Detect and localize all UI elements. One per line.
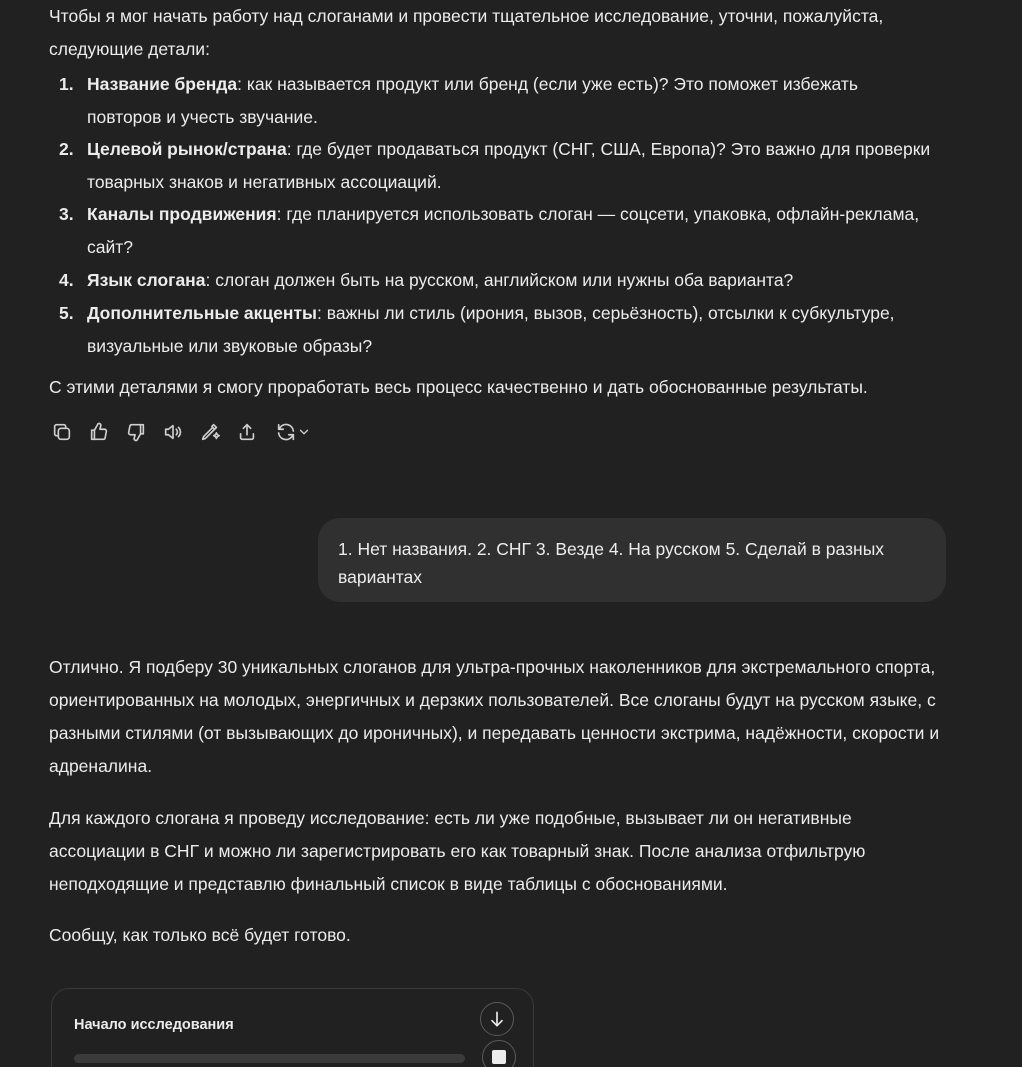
user-message-text: 1. Нет названия. 2. СНГ 3. Везде 4. На русском 5. Сделай в разных вариантах [338, 539, 885, 587]
regenerate-button[interactable] [271, 419, 315, 445]
research-progress-card[interactable] [51, 988, 534, 1067]
question-title: Язык слогана [87, 270, 206, 290]
question-text: : важны ли стиль (ирония, вызов, серьёзность), отсылки к субкультуре, визуальные или звуковые образы? [87, 303, 895, 356]
question-item-3 [59, 198, 937, 264]
list-number: 3. [59, 204, 74, 224]
edit-in-canvas-button[interactable] [197, 419, 223, 445]
question-text: : где планируется использовать слоган — соцсети, упаковка, офлайн-реклама, сайт? [87, 204, 920, 257]
chevron-down-icon [297, 425, 311, 439]
share-button[interactable] [234, 419, 260, 445]
assistant-reply-paragraph: Сообщу, как только всё будет готово. [49, 925, 351, 945]
question-text: : как называется продукт или бренд (если уже есть)? Это поможет избежать повторов и учесть звучание. [87, 74, 859, 127]
list-number: 5. [59, 303, 74, 323]
list-number: 2. [59, 139, 74, 159]
question-title: Дополнительные акценты [87, 303, 317, 323]
thumbs-down-icon [125, 421, 147, 443]
question-title: Целевой рынок/страна [87, 139, 287, 159]
read-aloud-icon [162, 421, 184, 443]
regenerate-icon [275, 421, 297, 443]
research-progress-bar [74, 1054, 465, 1063]
assistant-reply-paragraph: Отлично. Я подберу 30 уникальных слоганов для ультра-прочных наколенников для экстремального спорта, ориентированных на молодых, энергичных и дерзких пользователей. Все слоганы будут на русском языке, с разными стилями (от вызывающих до ироничных), и передавать ценности экстрима, надёжности, скорости и адреналина. [49, 657, 940, 776]
assistant-reply-paragraph: Для каждого слогана я проведу исследование: есть ли уже подобные, вызывает ли он негативные ассоциации в СНГ и можно ли зарегистрировать его как товарный знак. После анализа отфильтрую неподходящие и представлю финальный список в виде таблицы с обоснованиями. [49, 808, 866, 894]
question-item-5 [59, 297, 937, 363]
arrow-down-icon [487, 1009, 507, 1029]
question-title: Название бренда [87, 74, 238, 94]
stop-research-button[interactable] [482, 1040, 516, 1067]
copy-button[interactable] [49, 419, 75, 445]
list-number: 1. [59, 74, 74, 94]
assistant-outro-text: С этими деталями я смогу проработать весь процесс качественно и дать обоснованные результаты. [49, 377, 868, 397]
user-message-bubble [318, 518, 946, 602]
good-response-button[interactable] [86, 419, 112, 445]
question-item-1 [59, 68, 937, 134]
question-item-2 [59, 133, 937, 199]
list-number: 4. [59, 270, 74, 290]
question-item-4 [59, 264, 937, 297]
read-aloud-button[interactable] [160, 419, 186, 445]
message-action-bar [49, 418, 326, 446]
bad-response-button[interactable] [123, 419, 149, 445]
question-text: : слоган должен быть на русском, английском или нужны оба варианта? [205, 270, 794, 290]
question-text: : где будет продаваться продукт (СНГ, США, Европа)? Это важно для проверки товарных знаков и негативных ассоциаций. [87, 139, 931, 192]
thumbs-up-icon [88, 421, 110, 443]
research-card-title: Начало исследования [74, 1017, 234, 1033]
question-title: Каналы продвижения [87, 204, 277, 224]
stop-icon [492, 1050, 506, 1064]
edit-canvas-icon [199, 421, 221, 443]
assistant-intro-text: Чтобы я мог начать работу над слоганами и провести тщательное исследование, уточни, пожалуйста, следующие детали: [49, 6, 884, 59]
scroll-to-bottom-button[interactable] [480, 1002, 514, 1036]
copy-icon [51, 421, 73, 443]
share-icon [236, 421, 258, 443]
